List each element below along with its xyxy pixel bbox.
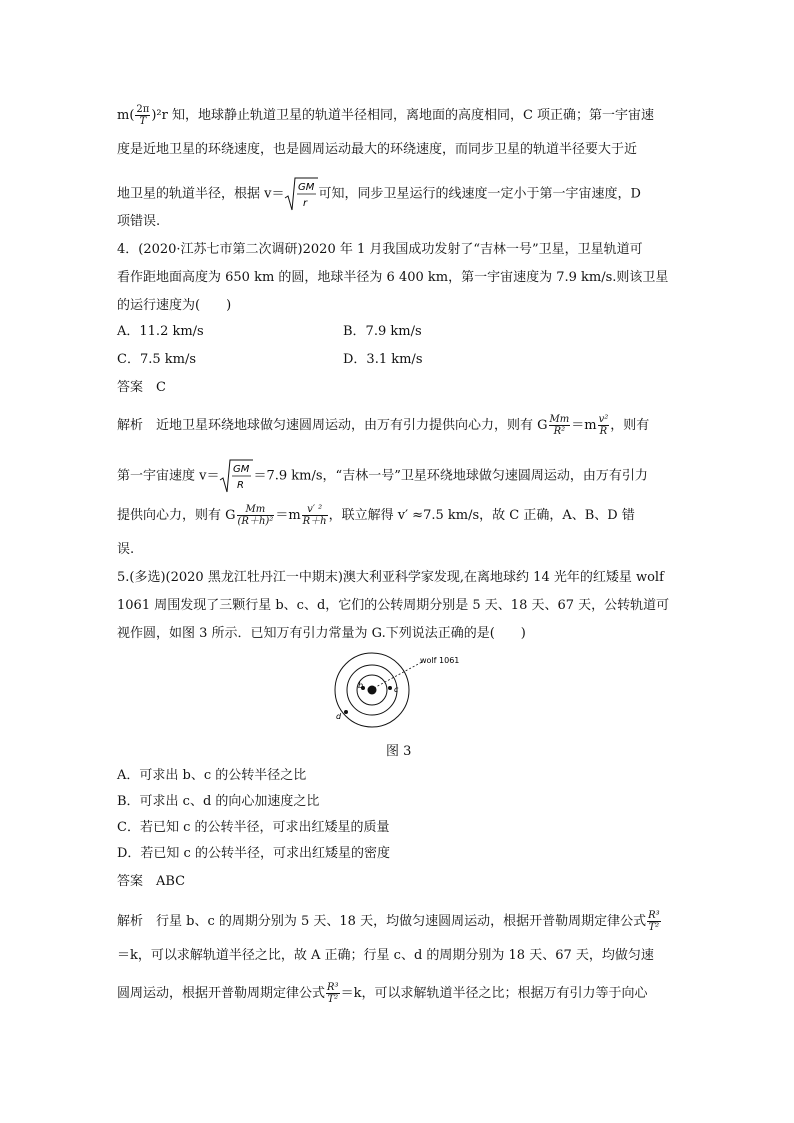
prev-explanation-line-1: m( $\frac{2\pi}{T}$ )²r 知，地球静止轨道卫星的轨道半径相同，离地面的高度相同，C 项正确；第一宇宙速: [117, 104, 655, 127]
q4-stem-line-1: 4．(2020·江苏七市第二次调研)2020 年 1 月我国成功发射了“吉林一号”卫星，卫星轨道可: [117, 242, 643, 257]
q5-stem-line-1: 5.(多选)(2020 黑龙江牡丹江一中期末)澳大利亚科学家发现,在离地球约 14 光年的红矮星 wolf: [117, 570, 664, 585]
prev-explanation-line-3: 地卫星的轨道半径，根据 v＝ GM r 可知，同步卫星运行的线速度一定小于第一宇宙速度，D: [117, 176, 641, 212]
q5-option-a: A．可求出 b、c 的公转半径之比: [117, 768, 307, 783]
planet-d: [344, 710, 348, 714]
q4-analysis-line-2: 第一宇宙速度 v＝ GM R ＝7.9 km/s，“吉林一号”卫星环绕地球做匀速圆周运动，由万有引力: [117, 458, 648, 494]
svg-text:r: r: [303, 198, 308, 209]
q5-option-d: D．若已知 c 的公转半径，可求出红矮星的密度: [117, 846, 390, 861]
q5-stem-line-2: 1061 周围发现了三颗行星 b、c、d，它们的公转周期分别是 5 天、18 天、67 天，公转轨道可: [117, 598, 670, 613]
q4-option-d: D．3.1 km/s: [343, 352, 423, 367]
q4-option-c: C．7.5 km/s: [117, 352, 197, 367]
q4-analysis-line-1: 解析 近地卫星环绕地球做匀速圆周运动，由万有引力提供向心力，则有 G $\frac{Mm}{\text{R²}}$ ＝m $\frac{\text{v²}}{R}$ ，则有: [117, 414, 650, 437]
prev-explanation-line-2: 度是近地卫星的环绕速度，也是圆周运动最大的环绕速度，而同步卫星的轨道半径要大于近: [117, 142, 638, 157]
sqrt-symbol: [284, 176, 318, 212]
q5-stem-line-3: 视作圆，如图 3 所示．已知万有引力常量为 G.下列说法正确的是( ): [117, 626, 526, 641]
q4-option-b: B．7.9 km/s: [343, 324, 422, 339]
q4-analysis-line-4: 误.: [117, 542, 135, 557]
q5-option-c: C．若已知 c 的公转半径，可求出红矮星的质量: [117, 820, 390, 835]
q5-analysis-line-1: 解析 行星 b、c 的周期分别为 5 天、18 天，均做匀速圆周运动，根据开普勒周期定律公式 $\frac{\text{R³}}{\text{T²}}$: [117, 910, 660, 933]
prev-explanation-line-4: 项错误.: [117, 214, 161, 229]
red-dwarf-star: [368, 686, 377, 695]
planet-c: [388, 686, 392, 690]
planet-d-label: d: [336, 712, 342, 721]
planet-c-label: c: [394, 685, 399, 694]
planet-b-label: b: [358, 681, 364, 690]
q5-analysis-line-3: 圆周运动，根据开普勒周期定律公式 $\frac{\text{R³}}{\text{T²}}$ ＝k，可以求解轨道半径之比；根据万有引力等于向心: [117, 982, 648, 1005]
q5-analysis-line-2: ＝k，可以求解轨道半径之比，故 A 正确；行星 c、d 的周期分别为 18 天、67 天，均做匀速: [117, 948, 654, 963]
q4-answer: 答案 C: [117, 380, 166, 395]
q4-option-a: A．11.2 km/s: [117, 324, 204, 339]
q4-stem-line-3: 的运行速度为( ): [117, 298, 232, 313]
svg-text:R: R: [237, 480, 245, 491]
svg-text:GM: GM: [233, 464, 250, 475]
q4-stem-line-2: 看作距地面高度为 650 km 的圆，地球半径为 6 400 km，第一宇宙速度为 7.9 km/s.则该卫星: [117, 270, 669, 285]
sqrt-symbol: [219, 458, 253, 494]
svg-text:GM: GM: [298, 182, 315, 193]
q5-option-b: B．可求出 c、d 的向心加速度之比: [117, 794, 320, 809]
figure-caption: 图 3: [386, 744, 412, 759]
q4-analysis-line-3: 提供向心力，则有 G $\frac{Mm}{\text{(R＋h)²}}$ ＝m $\frac{\text{v′ ²}}{R+h}$ ，联立解得 v′ ≈7.5 km/s，故 C 正确，A、B、D 错: [117, 504, 635, 527]
orbit-diagram: [330, 650, 470, 730]
q5-answer: 答案 ABC: [117, 874, 186, 889]
star-label: wolf 1061: [420, 656, 460, 665]
